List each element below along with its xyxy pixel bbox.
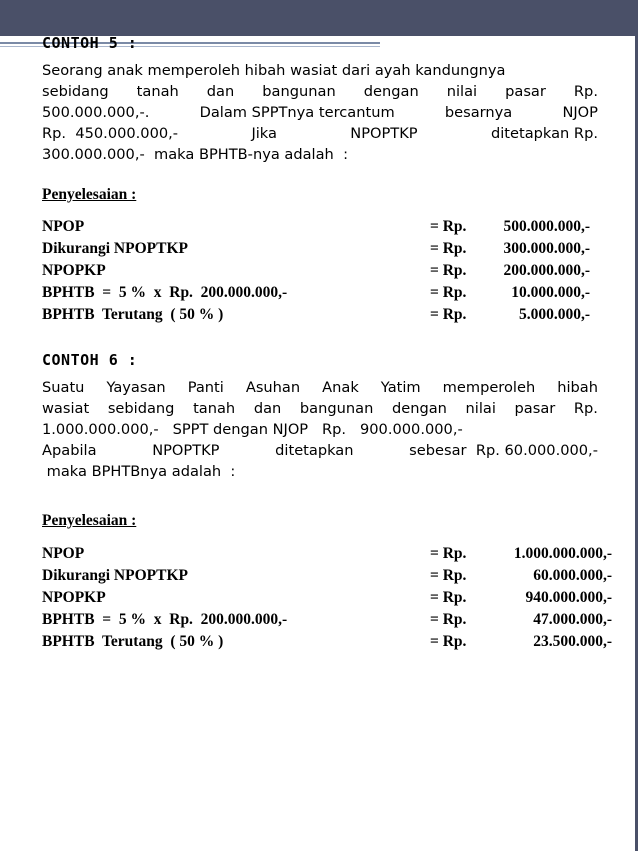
calc-value: 1.000.000.000,- — [513, 545, 612, 562]
problem-word: Apabila — [42, 442, 97, 459]
problem-line — [42, 440, 598, 461]
calc-value: 5.000.000,- — [518, 306, 590, 323]
problem-word: hibah — [557, 379, 598, 396]
contoh5-calculation — [42, 218, 612, 328]
calc-label: NPOP — [42, 218, 85, 235]
problem-word: wasiat — [42, 400, 90, 417]
problem-word: 300.000.000,- maka BPHTB-nya adalah : — [42, 146, 348, 163]
problem-line — [42, 461, 598, 482]
problem-word: besarnya — [444, 104, 513, 121]
calc-value: 23.500.000,- — [533, 633, 612, 650]
contoh6-penyelesaian-heading: Penyelesaian : — [42, 512, 137, 529]
calc-row — [42, 218, 612, 240]
calc-row — [42, 589, 612, 611]
problem-word: sebidang — [42, 83, 109, 100]
calc-label: NPOPKP — [42, 262, 106, 279]
calc-equals: = Rp. — [430, 589, 467, 606]
problem-word: 1.000.000.000,- SPPT dengan NJOP Rp. 900.000.000,- — [42, 421, 463, 438]
problem-word: tanah — [136, 83, 179, 100]
calc-value: 940.000.000,- — [525, 589, 612, 606]
calc-value: 47.000.000,- — [533, 611, 612, 628]
problem-word: dengan — [363, 83, 419, 100]
problem-word: ditetapkan Rp. — [490, 125, 598, 142]
calc-row — [42, 240, 612, 262]
calc-label: Dikurangi NPOPTKP — [42, 567, 188, 584]
problem-word: pasar — [505, 83, 546, 100]
calc-equals: = Rp. — [430, 567, 467, 584]
contoh6-calculation — [42, 545, 612, 655]
calc-equals: = Rp. — [430, 240, 467, 257]
calc-label: Dikurangi NPOPTKP — [42, 240, 188, 257]
contoh5-penyelesaian-heading: Penyelesaian : — [42, 186, 137, 203]
problem-word: dan — [206, 83, 235, 100]
calc-row — [42, 611, 612, 633]
problem-word: maka BPHTBnya adalah : — [42, 463, 236, 480]
problem-word: 500.000.000,-. — [42, 104, 150, 121]
problem-word: ditetapkan — [275, 442, 354, 459]
problem-word: sebidang — [107, 400, 175, 417]
calc-value: 10.000.000,- — [511, 284, 590, 301]
calc-label: NPOP — [42, 545, 85, 562]
calc-row — [42, 567, 612, 589]
problem-word: Anak — [322, 379, 359, 396]
problem-word: Asuhan — [245, 379, 301, 396]
problem-word: memperoleh — [442, 379, 536, 396]
problem-line — [42, 81, 598, 102]
calc-value: 500.000.000,- — [503, 218, 590, 235]
problem-word: Jika — [251, 125, 277, 142]
problem-line — [42, 60, 598, 81]
contoh6-heading: CONTOH 6 : — [42, 351, 138, 369]
calc-row — [42, 545, 612, 567]
problem-word: dengan — [391, 400, 447, 417]
problem-word: NPOPTKP — [350, 125, 418, 142]
problem-word: dan — [253, 400, 282, 417]
problem-line — [42, 419, 598, 440]
problem-word: Seorang anak memperoleh hibah wasiat dari ayah kandungnya — [42, 62, 506, 79]
calc-row — [42, 262, 612, 284]
calc-value: 300.000.000,- — [503, 240, 590, 257]
calc-equals: = Rp. — [430, 284, 467, 301]
problem-line — [42, 377, 598, 398]
contoh6-problem-text — [42, 377, 598, 482]
calc-label: BPHTB = 5 % x Rp. 200.000.000,- — [42, 611, 288, 628]
problem-word: Rp. — [573, 400, 598, 417]
problem-line — [42, 123, 598, 144]
calc-equals: = Rp. — [430, 545, 467, 562]
problem-word: nilai — [446, 83, 478, 100]
calc-value: 60.000.000,- — [533, 567, 612, 584]
contoh5-problem-text — [42, 60, 598, 165]
calc-equals: = Rp. — [430, 611, 467, 628]
problem-word: Dalam SPPTnya tercantum — [199, 104, 395, 121]
problem-word: Panti — [187, 379, 224, 396]
calc-equals: = Rp. — [430, 306, 467, 323]
calc-label: BPHTB Terutang ( 50 % ) — [42, 633, 224, 650]
problem-word: bangunan — [299, 400, 374, 417]
calc-row — [42, 284, 612, 306]
problem-word: NJOP — [562, 104, 598, 121]
problem-word: Rp. 450.000.000,- — [42, 125, 179, 142]
problem-word: nilai — [465, 400, 496, 417]
calc-label: BPHTB = 5 % x Rp. 200.000.000,- — [42, 284, 288, 301]
problem-word: Suatu — [42, 379, 85, 396]
problem-word: bangunan — [262, 83, 336, 100]
calc-row — [42, 633, 612, 655]
problem-word: Yayasan — [106, 379, 166, 396]
problem-line — [42, 102, 598, 123]
problem-word: Rp. — [573, 83, 598, 100]
problem-word: sebesar Rp. 60.000.000,- — [409, 442, 598, 459]
problem-word: pasar — [514, 400, 556, 417]
problem-line — [42, 398, 598, 419]
contoh5-heading: CONTOH 5 : — [42, 34, 138, 52]
calc-equals: = Rp. — [430, 218, 467, 235]
problem-word: tanah — [193, 400, 236, 417]
slide-header-bar — [0, 0, 638, 36]
problem-word: Yatim — [380, 379, 421, 396]
problem-line — [42, 144, 598, 165]
calc-equals: = Rp. — [430, 262, 467, 279]
calc-label: BPHTB Terutang ( 50 % ) — [42, 306, 224, 323]
calc-value: 200.000.000,- — [503, 262, 590, 279]
calc-row — [42, 306, 612, 328]
problem-word: NPOPTKP — [152, 442, 220, 459]
calc-label: NPOPKP — [42, 589, 106, 606]
calc-equals: = Rp. — [430, 633, 467, 650]
